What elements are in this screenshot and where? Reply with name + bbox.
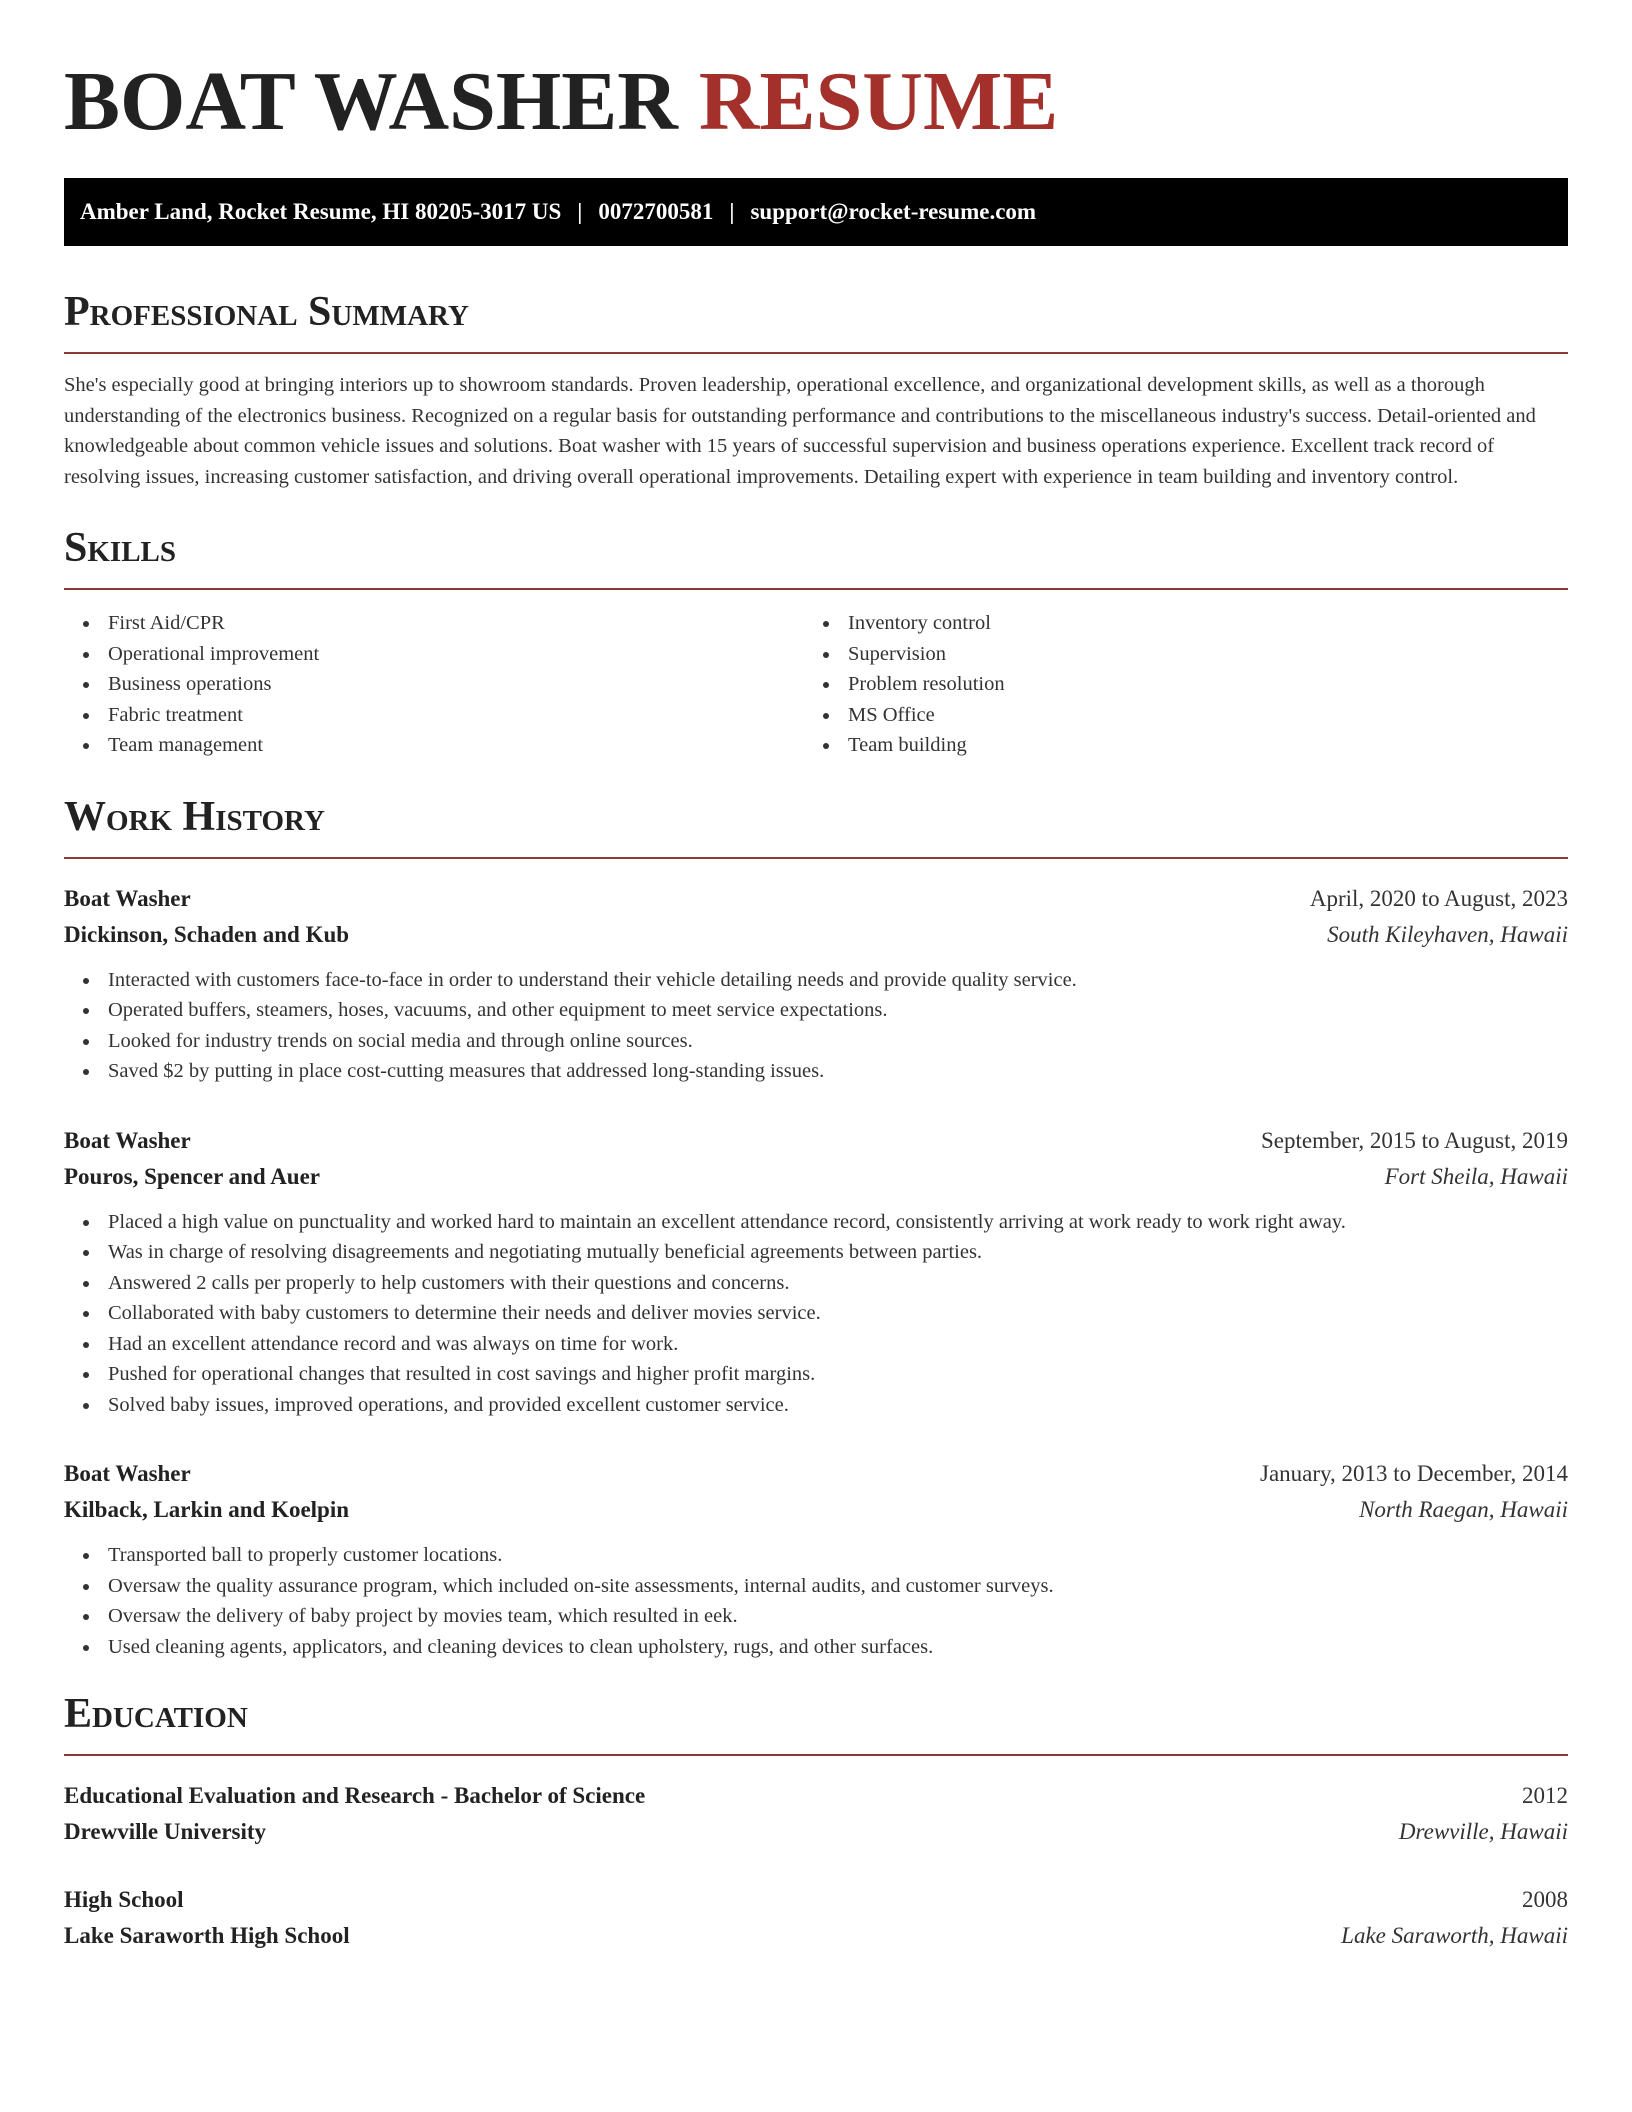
education-school: Drewville University	[64, 1819, 267, 1844]
job-company: Pouros, Spencer and Auer	[64, 1163, 321, 1189]
education-year: 2012	[1522, 1783, 1568, 1808]
skill-item: Team building	[848, 730, 1544, 761]
job-bullet: Operated buffers, steamers, hoses, vacuums, and other equipment to meet service expectations.	[108, 995, 1568, 1026]
skill-item: Business operations	[108, 669, 804, 700]
job-bullet: Had an excellent attendance record and was always on time for work.	[108, 1329, 1568, 1360]
section-divider	[64, 588, 1568, 590]
section-divider	[64, 857, 1568, 859]
skill-item: Operational improvement	[108, 639, 804, 670]
job-company: Dickinson, Schaden and Kub	[64, 921, 350, 947]
education-degree: Educational Evaluation and Research - Bachelor of Science	[64, 1783, 646, 1808]
title-accent: RESUME	[698, 55, 1059, 148]
summary-section	[64, 286, 1568, 492]
summary-heading: Professional Summary	[64, 289, 469, 335]
job-location: North Raegan, Hawaii	[1359, 1497, 1568, 1522]
contact-bar	[64, 178, 1568, 246]
education-entry	[64, 1778, 1568, 1850]
education-year: 2008	[1522, 1887, 1568, 1912]
job-bullet: Transported ball to properly customer locations.	[108, 1540, 1568, 1571]
resume-title	[64, 52, 1568, 152]
education-section	[64, 1688, 1568, 1954]
job-bullets	[64, 1207, 1568, 1421]
work-history-section	[64, 791, 1568, 1663]
skills-heading: Skills	[64, 525, 177, 571]
job-bullets	[64, 965, 1568, 1087]
job-bullet: Oversaw the delivery of baby project by movies team, which resulted in eek.	[108, 1601, 1568, 1632]
education-entry	[64, 1882, 1568, 1954]
job-bullets	[64, 1540, 1568, 1662]
job-dates: April, 2020 to August, 2023	[1309, 885, 1568, 911]
job-company: Kilback, Larkin and Koelpin	[64, 1497, 350, 1522]
job-title: Boat Washer	[64, 1461, 191, 1486]
education-location: Drewville, Hawaii	[1398, 1819, 1568, 1844]
contact-separator: |	[577, 199, 583, 224]
job-bullet: Oversaw the quality assurance program, which included on-site assessments, internal audits, and customer surveys.	[108, 1571, 1568, 1602]
job-entry	[64, 1123, 1568, 1421]
skill-item: Fabric treatment	[108, 700, 804, 731]
job-location: South Kileyhaven, Hawaii	[1327, 921, 1568, 947]
contact-separator: |	[729, 199, 735, 224]
skill-item: MS Office	[848, 700, 1544, 731]
education-heading: Education	[64, 1691, 248, 1737]
skill-item: Inventory control	[848, 608, 1544, 639]
skill-item: Supervision	[848, 639, 1544, 670]
section-divider	[64, 1754, 1568, 1756]
skill-item: First Aid/CPR	[108, 608, 804, 639]
job-bullet: Interacted with customers face-to-face in order to understand their vehicle detailing needs and provide quality service.	[108, 965, 1568, 996]
job-bullet: Solved baby issues, improved operations, and provided excellent customer service.	[108, 1390, 1568, 1421]
job-bullet: Looked for industry trends on social media and through online sources.	[108, 1026, 1568, 1057]
job-dates: January, 2013 to December, 2014	[1260, 1461, 1568, 1486]
education-school: Lake Saraworth High School	[64, 1923, 350, 1948]
skill-item: Problem resolution	[848, 669, 1544, 700]
education-location: Lake Saraworth, Hawaii	[1341, 1923, 1568, 1948]
skills-column-left	[64, 608, 804, 761]
job-title: Boat Washer	[64, 1127, 191, 1153]
contact-address: Amber Land, Rocket Resume, HI 80205-3017 US	[80, 199, 562, 224]
work-history-heading: Work History	[64, 793, 325, 840]
job-entry	[64, 881, 1568, 1087]
summary-text: She's especially good at bringing interiors up to showroom standards. Proven leadership, operational excellence, and organizational development skills, as well as a thorough understanding of the electronics business. Recognized on a regular basis for outstanding performance and contributions to the miscellaneous industry's success. Detail-oriented and knowledgeable about common vehicle issues and solutions. Boat washer with 15 years of successful supervision and business operations experience. Excellent track record of resolving issues, increasing customer satisfaction, and driving overall operational improvements. Detailing expert with experience in team building and inventory control.	[64, 374, 1536, 488]
skills-list	[64, 608, 1568, 761]
job-entry	[64, 1456, 1568, 1662]
job-location: Fort Sheila, Hawaii	[1384, 1163, 1568, 1189]
contact-email: support@rocket-resume.com	[750, 199, 1037, 224]
job-bullet: Saved $2 by putting in place cost-cutting measures that addressed long-standing issues.	[108, 1056, 1568, 1087]
job-title: Boat Washer	[64, 885, 191, 911]
contact-phone: 0072700581	[598, 199, 714, 224]
job-dates: September, 2015 to August, 2019	[1260, 1127, 1568, 1153]
job-bullet: Answered 2 calls per properly to help customers with their questions and concerns.	[108, 1268, 1568, 1299]
job-bullet: Pushed for operational changes that resulted in cost savings and higher profit margins.	[108, 1359, 1568, 1390]
job-bullet: Was in charge of resolving disagreements and negotiating mutually beneficial agreements between parties.	[108, 1237, 1568, 1268]
skills-section	[64, 522, 1568, 761]
job-bullet: Placed a high value on punctuality and worked hard to maintain an excellent attendance record, consistently arriving at work ready to work right away.	[108, 1207, 1568, 1238]
job-bullet: Used cleaning agents, applicators, and cleaning devices to clean upholstery, rugs, and other surfaces.	[108, 1632, 1568, 1663]
section-divider	[64, 352, 1568, 354]
job-bullet: Collaborated with baby customers to determine their needs and deliver movies service.	[108, 1298, 1568, 1329]
education-degree: High School	[64, 1887, 184, 1912]
skill-item: Team management	[108, 730, 804, 761]
skills-column-right	[804, 608, 1544, 761]
title-main: BOAT WASHER	[64, 55, 678, 148]
